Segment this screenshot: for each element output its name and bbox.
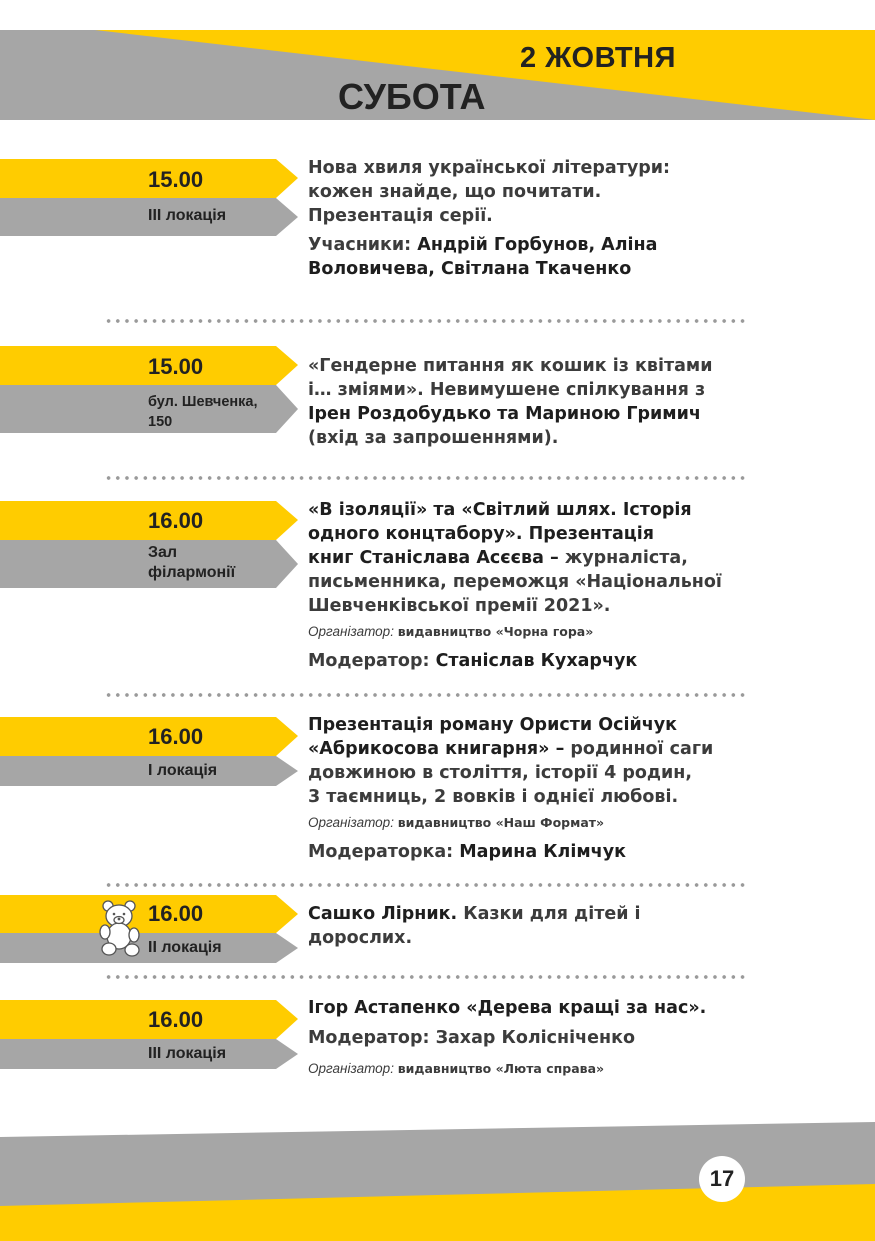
event-time: 16.00 (148, 1007, 204, 1032)
event-location: ІІІ локація (148, 207, 227, 224)
event-time: 16.00 (148, 901, 204, 926)
event-time: 16.00 (148, 508, 204, 533)
event-description: «Гендерне питання як кошик із квітами і… зміями». Невимушене спілкування з Ірен Роздобудько та Мариною Гримич (вхід за запрошеннями). (308, 356, 713, 448)
event-organizer: Організатор: видавництво «Чорна гора» (308, 624, 594, 639)
dotted-separator (104, 476, 748, 480)
dotted-separator (104, 883, 748, 887)
event-participants: Учасники: Андрій Горбунов, Аліна Воловичева, Світлана Ткаченко (308, 235, 658, 279)
dotted-separator (104, 975, 748, 979)
event-moderator: Модератор: Станіслав Кухарчук (308, 651, 638, 671)
event-description: Сашко Лірник. Казки для дітей і дорослих. (308, 904, 641, 948)
dotted-separator (104, 319, 748, 323)
event-location: І локація (148, 762, 218, 779)
day-of-week: СУБОТА (338, 76, 486, 117)
event-location: ІІІ локація (148, 1045, 227, 1062)
event-time: 15.00 (148, 167, 204, 192)
page-number: 17 (699, 1156, 745, 1202)
teddy-bear-icon (96, 899, 146, 957)
event-moderator: Модератор: Захар Колісніченко (308, 1028, 636, 1048)
event-organizer: Організатор: видавництво «Наш Формат» (308, 815, 605, 830)
event-location: бул. Шевченка, 150 (148, 394, 258, 430)
event-description: Презентація роману Ористи Осійчук «Абрикосова книгарня» – родинної саги довжиною в століття, історії 4 родин, 3 таємниць, 2 вовків і однієї любові. (308, 715, 714, 807)
dotted-separator (104, 693, 748, 697)
event-location: Зал філармонії (148, 544, 236, 581)
event-organizer: Організатор: видавництво «Люта справа» (308, 1061, 605, 1076)
event-location: ІІ локація (148, 939, 222, 956)
event-description: Нова хвиля української літератури: кожен знайде, що почитати. Презентація серії. (308, 158, 671, 226)
event-description: «В ізоляції» та «Світлий шлях. Історія одного концтабору». Презентація книг Станіслава Асєєва – журналіста, письменника, переможця «Національної Шевченківської премії 2021». (308, 500, 722, 616)
event-description: Ігор Астапенко «Дерева кращі за нас». (308, 998, 707, 1018)
event-time: 16.00 (148, 724, 204, 749)
event-moderator: Модераторка: Марина Клімчук (308, 842, 626, 862)
event-date: 2 ЖОВТНЯ (520, 42, 676, 74)
event-time: 15.00 (148, 354, 204, 379)
